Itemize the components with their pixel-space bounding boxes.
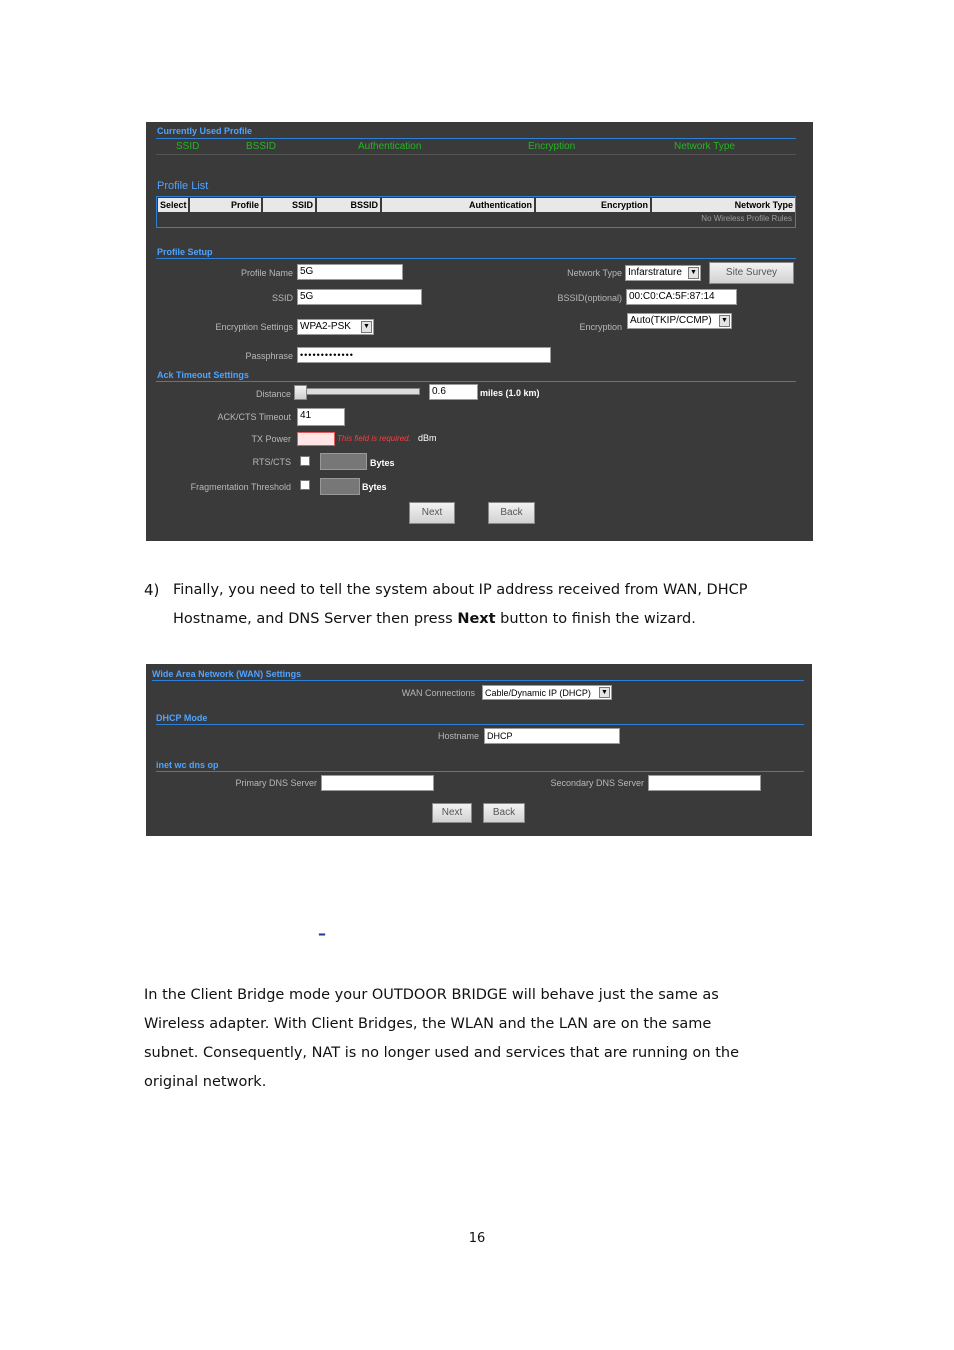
network-type-label: Network Type xyxy=(567,268,622,278)
distance-unit: miles (1.0 km) xyxy=(480,388,540,398)
bssid-label: BSSID(optional) xyxy=(557,293,622,303)
profile-col-authentication: Authentication xyxy=(382,198,534,212)
dhcp-mode-rule xyxy=(156,724,804,725)
rts-cts-unit: Bytes xyxy=(370,458,395,468)
encryption-settings-label: Encryption Settings xyxy=(215,322,293,332)
rts-cts-checkbox[interactable] xyxy=(300,456,310,466)
fragmentation-unit: Bytes xyxy=(362,482,387,492)
tx-power-input[interactable] xyxy=(297,432,335,446)
ack-timeout-rule xyxy=(156,381,796,382)
chevron-down-icon: ▼ xyxy=(719,315,730,327)
current-col-network-type: Network Type xyxy=(674,141,735,152)
profile-list-empty: No Wireless Profile Rules xyxy=(701,214,792,223)
encryption-settings-value: WPA2-PSK xyxy=(300,321,351,332)
ssid-input[interactable]: 5G xyxy=(297,289,422,305)
chevron-down-icon: ▼ xyxy=(688,267,699,279)
chevron-down-icon: ▼ xyxy=(361,321,372,333)
fragmentation-checkbox[interactable] xyxy=(300,480,310,490)
client-bridge-paragraph-line-2: Wireless adapter. With Client Bridges, the WLAN and the LAN are on the same xyxy=(144,1016,712,1032)
ack-cts-timeout-label: ACK/CTS Timeout xyxy=(217,412,291,422)
rts-cts-input[interactable] xyxy=(320,453,367,470)
dhcp-mode-title: DHCP Mode xyxy=(156,713,208,723)
primary-dns-label: Primary DNS Server xyxy=(235,778,317,788)
ack-timeout-title: Ack Timeout Settings xyxy=(157,370,249,380)
wan-connections-value: Cable/Dynamic IP (DHCP) xyxy=(485,688,591,698)
wan-settings-panel xyxy=(146,664,812,836)
fragmentation-threshold-label: Fragmentation Threshold xyxy=(190,482,291,492)
currently-used-profile-title: Currently Used Profile xyxy=(157,126,253,136)
step-4-line-2-pre: Hostname, and DNS Server then press xyxy=(173,611,458,627)
tx-power-error: This field is required. xyxy=(337,434,411,443)
tx-power-label: TX Power xyxy=(251,434,291,444)
passphrase-label: Passphrase xyxy=(245,351,293,361)
secondary-dns-input[interactable] xyxy=(648,775,761,791)
dns-section-title: inet wc dns op xyxy=(156,760,219,770)
stray-dash: – xyxy=(318,924,326,943)
chevron-down-icon: ▼ xyxy=(599,687,610,698)
profile-name-label: Profile Name xyxy=(240,268,293,278)
hostname-label: Hostname xyxy=(437,731,479,741)
distance-input[interactable]: 0.6 xyxy=(429,384,478,400)
step-4-number: 4) xyxy=(144,581,160,599)
step-4-line-1: Finally, you need to tell the system about IP address received from WAN, DHCP xyxy=(173,582,748,598)
encryption-value: Auto(TKIP/CCMP) xyxy=(630,315,712,326)
wan-connections-select[interactable] xyxy=(482,685,612,700)
client-bridge-paragraph-line-4: original network. xyxy=(144,1074,267,1090)
wan-settings-rule xyxy=(152,680,804,681)
profile-list-title: Profile List xyxy=(157,180,209,192)
next-button[interactable]: Next xyxy=(409,502,455,524)
current-col-bssid: BSSID xyxy=(246,141,277,152)
current-profile-underline xyxy=(156,154,796,155)
network-type-select[interactable] xyxy=(625,265,701,281)
client-bridge-paragraph-line-3: subnet. Consequently, NAT is no longer used and services that are running on the xyxy=(144,1045,740,1061)
encryption-label: Encryption xyxy=(579,322,622,332)
current-col-ssid: SSID xyxy=(176,141,200,152)
profile-setup-panel xyxy=(146,122,813,541)
rts-cts-label: RTS/CTS xyxy=(252,457,291,467)
page-number: 16 xyxy=(468,1231,486,1246)
secondary-dns-label: Secondary DNS Server xyxy=(550,778,644,788)
current-col-encryption: Encryption xyxy=(528,141,576,152)
wan-next-button[interactable]: Next xyxy=(432,803,472,823)
back-button[interactable]: Back xyxy=(488,502,535,524)
wan-connections-label: WAN Connections xyxy=(401,688,475,698)
profile-list-table xyxy=(156,196,796,228)
network-type-value: Infarstrature xyxy=(628,267,682,278)
ssid-label: SSID xyxy=(271,293,293,303)
bssid-input[interactable]: 00:C0:CA:5F:87:14 xyxy=(626,289,737,305)
step-4-next-emphasis: Next xyxy=(457,611,496,627)
current-profile-rule xyxy=(156,138,796,139)
step-4-line-2 xyxy=(173,605,696,634)
profile-col-ssid: SSID xyxy=(263,198,315,212)
ack-cts-timeout-input[interactable]: 41 xyxy=(297,408,345,426)
primary-dns-input[interactable] xyxy=(321,775,434,791)
profile-setup-rule xyxy=(156,258,796,259)
tx-power-unit: dBm xyxy=(418,433,437,443)
distance-label: Distance xyxy=(255,389,291,399)
profile-col-select: Select xyxy=(160,200,187,210)
profile-col-network-type: Network Type xyxy=(652,198,795,212)
profile-col-profile: Profile xyxy=(190,198,261,212)
distance-slider-handle[interactable] xyxy=(294,385,307,400)
encryption-select[interactable] xyxy=(627,313,732,329)
wan-back-button[interactable]: Back xyxy=(483,803,525,823)
fragmentation-input[interactable] xyxy=(320,478,360,495)
profile-setup-title: Profile Setup xyxy=(157,247,213,257)
profile-name-input[interactable]: 5G xyxy=(297,264,403,280)
encryption-settings-select[interactable] xyxy=(297,319,374,335)
current-col-authentication: Authentication xyxy=(358,141,422,152)
site-survey-button[interactable]: Site Survey xyxy=(709,262,794,284)
step-4-line-2-post: button to finish the wizard. xyxy=(495,611,696,627)
profile-col-encryption: Encryption xyxy=(536,198,650,212)
distance-slider-track[interactable] xyxy=(295,388,420,395)
profile-col-bssid: BSSID xyxy=(317,198,380,212)
client-bridge-paragraph-line-1: In the Client Bridge mode your OUTDOOR BRIDGE will behave just the same as xyxy=(144,987,719,1003)
hostname-input[interactable]: DHCP xyxy=(484,728,620,744)
wan-settings-title: Wide Area Network (WAN) Settings xyxy=(152,669,302,679)
dns-section-rule xyxy=(156,771,804,772)
passphrase-input[interactable]: ••••••••••••• xyxy=(297,347,551,363)
